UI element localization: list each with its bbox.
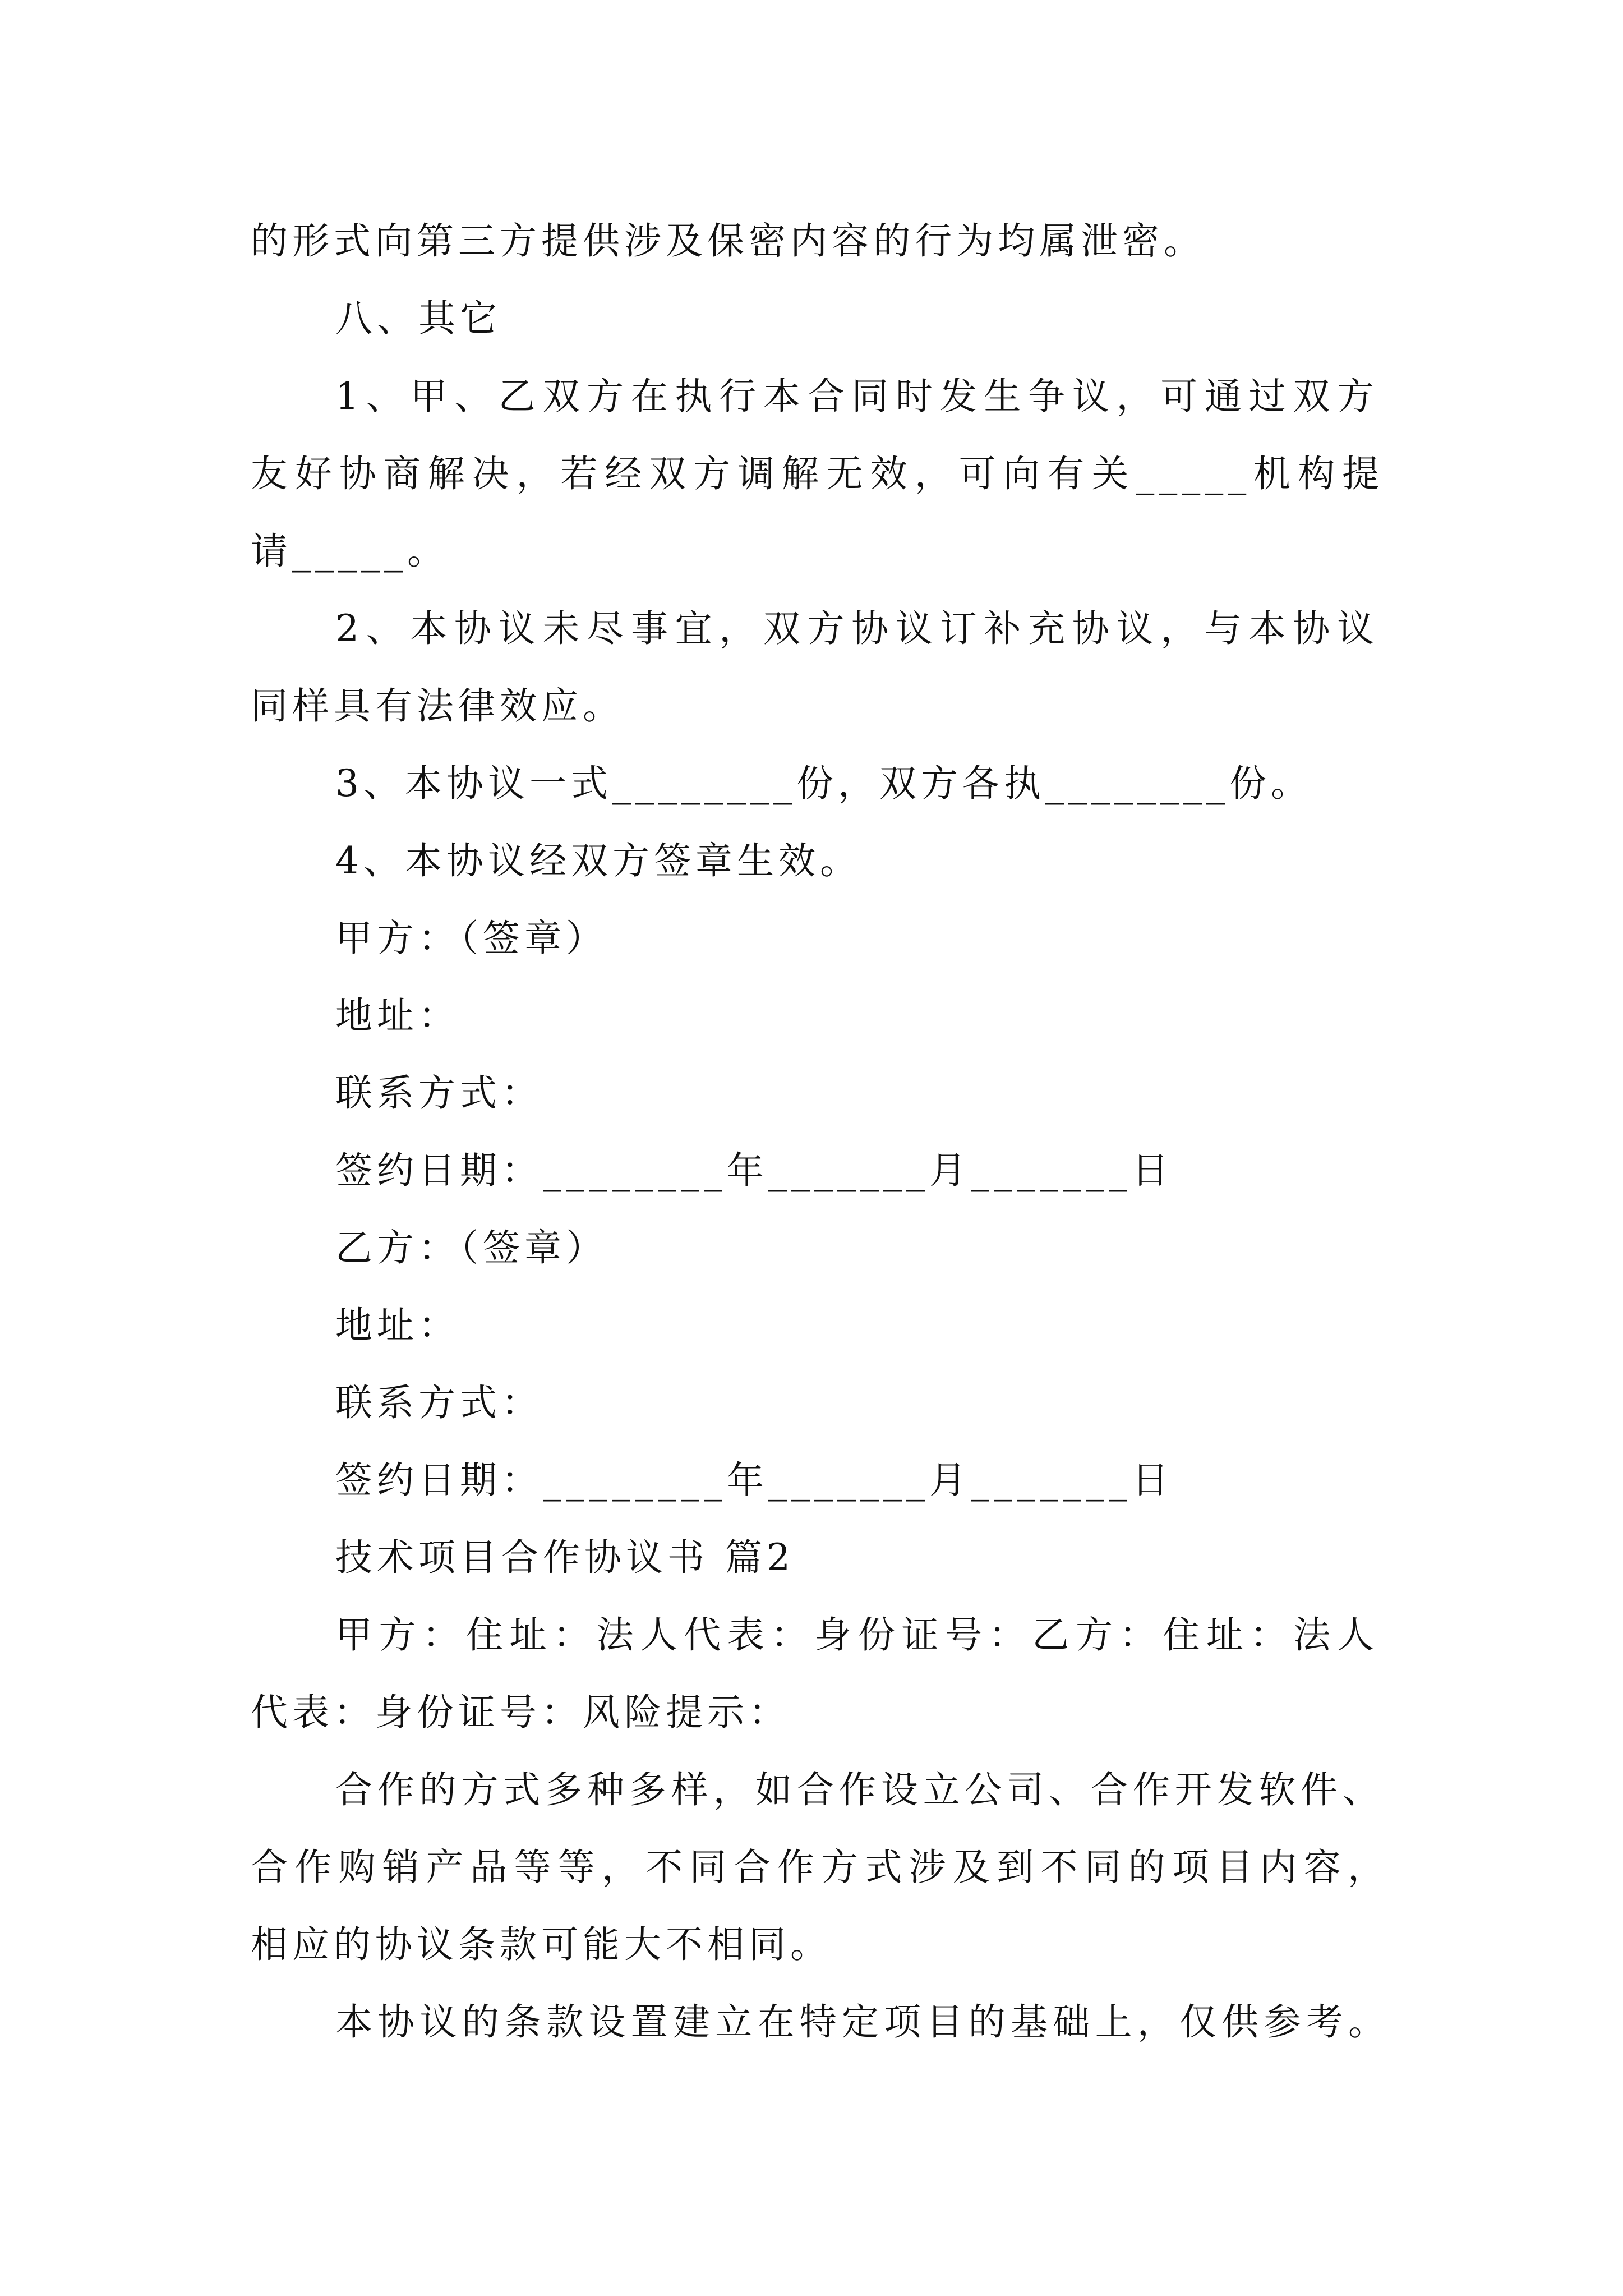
paragraph-line: 友好协商解决，若经双方调解无效，可向有关_____机构提: [251, 452, 1384, 495]
paragraph-line: 3、本协议一式________份，双方各执________份。: [335, 762, 1312, 805]
paragraph-line: 本协议的条款设置建立在特定项目的基础上，仅供参考。: [335, 2000, 1390, 2044]
party-a-signature: 甲方：（签章）: [335, 917, 607, 960]
party-b-sign-date: 签约日期：________年_______月_______日: [335, 1458, 1173, 1502]
paragraph-line: 相应的协议条款可能大不相同。: [251, 1923, 832, 1966]
party-a-contact: 联系方式：: [335, 1071, 543, 1115]
paragraph-line: 代表：身份证号：风险提示：: [251, 1691, 790, 1734]
paragraph-line: 2、本协议未尽事宜，双方协议订补充协议，与本协议: [335, 607, 1378, 650]
party-a-sign-date: 签约日期：________年_______月_______日: [335, 1149, 1173, 1192]
party-b-contact: 联系方式：: [335, 1381, 543, 1424]
paragraph-line: 同样具有法律效应。: [251, 684, 624, 728]
party-a-address: 地址：: [335, 994, 460, 1037]
paragraph-line: 1、甲、乙双方在执行本合同时发生争议，可通过双方: [335, 375, 1378, 418]
party-b-signature: 乙方：（签章）: [335, 1226, 607, 1269]
document-section-title: 技术项目合作协议书 篇2: [335, 1536, 795, 1579]
paragraph-line: 请_____。: [251, 530, 449, 573]
section-heading: 八、其它: [335, 297, 501, 340]
paragraph-line: 合作购销产品等等，不同合作方式涉及到不同的项目内容，: [251, 1846, 1389, 1889]
paragraph-line: 4、本协议经双方签章生效。: [335, 839, 861, 882]
paragraph-line: 的形式向第三方提供涉及保密内容的行为均属泄密。: [251, 219, 1205, 263]
paragraph-line: 甲方：住址：法人代表：身份证号：乙方：住址：法人: [335, 1613, 1378, 1657]
paragraph-line: 合作的方式多种多样，如合作设立公司、合作开发软件、: [335, 1768, 1384, 1811]
party-b-address: 地址：: [335, 1304, 460, 1347]
